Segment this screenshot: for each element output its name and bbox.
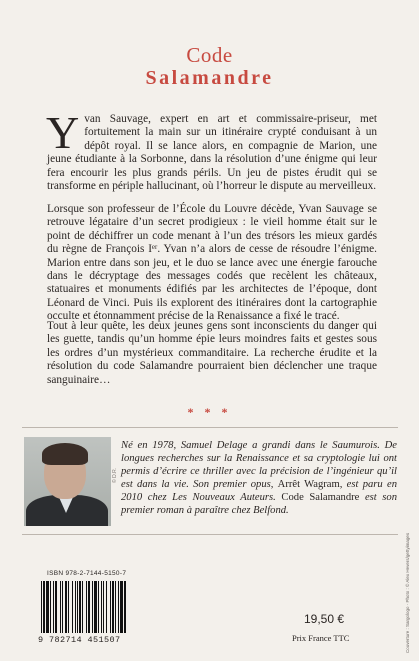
book-title [0,44,419,90]
bio-text-a: Né en 1978, Samuel Delage a grandi dans le Saumurois. De longues recherches sur la Renaissance et sa cryptologie lui ont permis d’écrire ce thriller avec la précision de l’ingénieur qu’il est dans la vie. Son premier opus, [121,440,397,491]
barcode-digits: 9 782714 451507 [38,635,121,645]
author-photo [24,437,111,526]
barcode [39,581,159,633]
synopsis-paragraph-3: Tout à leur quête, les deux jeunes gens sont inconscients du danger qui les guette, tandis qu’un homme épie leurs moindres faits et gestes sous les ordres d’un mystérieux commanditaire. La recherche érudite et la résolution du code Salamandre pourraient bien déclencher une traque sanguinaire… [47,320,377,386]
isbn-text: ISBN 978-2-7144-5150-7 [47,570,127,577]
photo-credit: © D.R. [112,467,118,483]
cover-credit: Couverture : Sargologo · Photo : © Alex Hevers/gettyimages [405,532,410,653]
title-line-2: Salamandre [145,67,274,89]
bio-book-title-1: Arrêt Wagram [277,479,340,491]
title-line-1: Code [186,43,233,67]
divider-bottom [22,534,398,535]
synopsis-paragraph-1 [46,107,377,193]
section-separator: * * * [187,405,232,419]
bio-text-b: , est paru en 2010 chez [121,479,397,504]
price-label: Prix France TTC [292,633,350,643]
divider-top [22,427,398,428]
bio-book-title-2: Code Salamandre [281,492,360,504]
bio-text-d: est son premier roman à paraître chez Belfond. [121,492,398,517]
author-bio [121,439,397,518]
price: 19,50 € [304,612,345,626]
drop-cap: Y [46,107,80,158]
synopsis-paragraph-2: Lorsque son professeur de l’École du Louvre décède, Yvan Sauvage se retrouve légataire d’un secret prodigieux : le vieil homme était sur le point de déchiffrer un code menant à l’un des trésors les mieux gardés du règne de François Iᵉʳ. Yvan n’a alors de cesse de résoudre l’énigme. Marion entre dans son jeu, et le duo se lance avec une énergie farouche dans le décryptage des messages codés que recèlent les châteaux, statuaires et monuments édifiés par les architectes de l’époque, dont Léonard de Vinci. Puis ils explorent des itinéraires dont la cartographie occulte et étonnamment précise de la Renaissance a fixé le tracé. [47,203,377,323]
bio-text-c: Les Nouveaux Auteurs. [172,492,282,504]
synopsis-text-1: van Sauvage, expert en art et commissaire-priseur, met fortuitement la main sur un itinéraire crypté conduisant à un dépôt royal. Il se lance alors, en compagnie de Marion, une jeune étudiante à la Sorbonne, dans la résolution d’une énigme qui leur fera encourir les plus grands périls. Un jeu de pistes érudit qui se transforme en périple hallucinant, où l’horreur le dispute au merveilleux. [47,113,377,193]
